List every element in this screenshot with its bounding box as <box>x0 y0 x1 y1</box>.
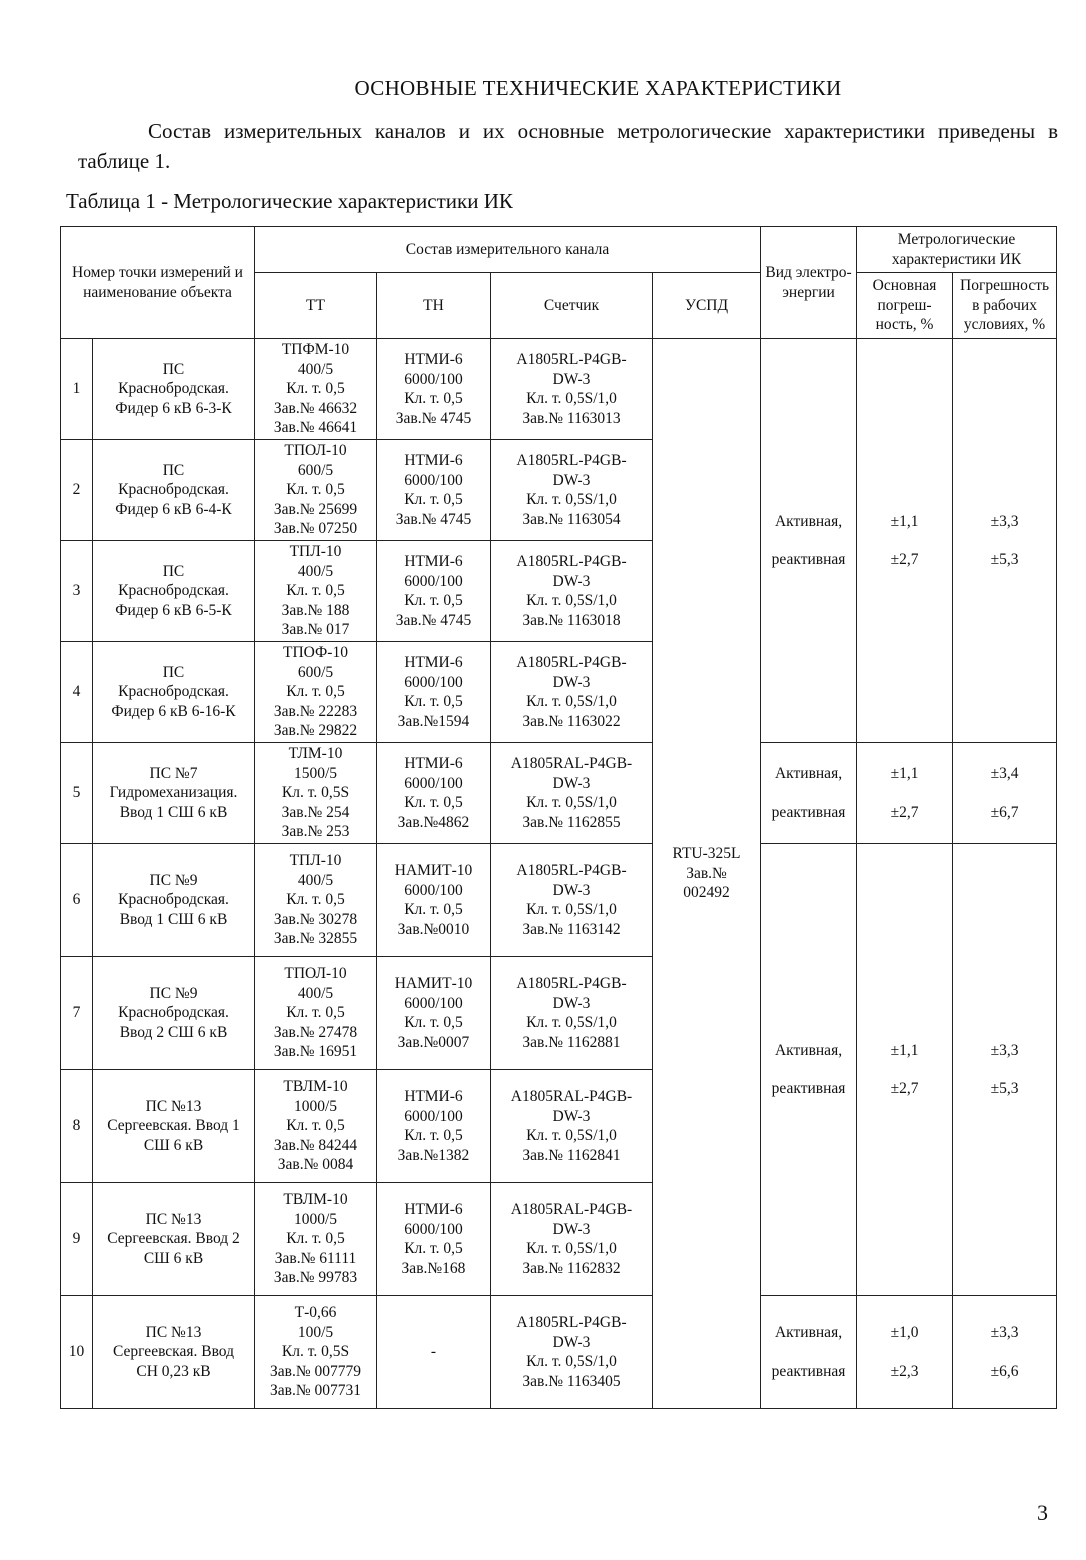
tn-cell <box>377 844 491 957</box>
header-base-error: Основная погреш-ность, % <box>857 273 953 339</box>
tt-cell <box>255 642 377 743</box>
object-name <box>93 339 255 440</box>
object-name-line: ПС №13 <box>145 1210 202 1228</box>
tt-cell-line: ТПЛ-10 <box>289 543 342 561</box>
meter-cell <box>491 1070 653 1183</box>
tn-cell-line: 6000/100 <box>404 881 463 899</box>
base-error-cell <box>857 743 953 844</box>
meter-cell <box>491 1296 653 1409</box>
tt-cell-line: ТПОФ-10 <box>283 644 348 662</box>
meter-cell-line: Зав.№ 1162841 <box>522 1146 621 1164</box>
tn-cell-line: Кл. т. 0,5 <box>404 1240 463 1257</box>
base-error-cell-line: ±1,1 <box>890 765 919 782</box>
meter-cell-line: Кл. т. 0,5S/1,0 <box>526 592 617 609</box>
tn-cell-line: Кл. т. 0,5 <box>404 693 463 710</box>
base-error-cell <box>857 339 953 743</box>
meter-cell-line: А1805RAL-P4GB- <box>510 1088 633 1105</box>
tt-cell-line: Зав.№ 16951 <box>273 1043 358 1061</box>
object-name <box>93 1070 255 1183</box>
tn-cell-line: 6000/100 <box>404 994 463 1012</box>
object-name-line: Краснобродская. <box>118 891 229 909</box>
object-name <box>93 541 255 642</box>
tt-cell-line: Кл. т. 0,5S <box>281 1343 350 1361</box>
table-caption: Таблица 1 - Метрологические характеристики ИК <box>66 189 513 213</box>
tt-cell-line: ТЛМ-10 <box>288 745 343 763</box>
work-error-cell-line: ±6,6 <box>990 1362 1019 1380</box>
base-error-cell <box>857 1296 953 1409</box>
object-name <box>93 844 255 957</box>
uspd-line: Зав.№ <box>686 864 727 882</box>
tt-cell-line: Зав.№ 29822 <box>273 722 358 740</box>
meter-cell-line: Кл. т. 0,5S/1,0 <box>526 901 617 918</box>
meter-cell-line: Зав.№ 1163018 <box>522 611 621 629</box>
object-name <box>93 1183 255 1296</box>
tn-cell-line: 6000/100 <box>404 1220 463 1238</box>
tt-cell-line: 600/5 <box>297 663 334 681</box>
tn-cell-line: Зав.№ 4745 <box>395 611 472 629</box>
energy-type-cell <box>761 1296 857 1409</box>
meter-cell-line: А1805RL-P4GB- <box>516 654 627 671</box>
tn-cell-line: Кл. т. 0,5 <box>404 390 463 407</box>
intro-paragraph: Состав измерительных каналов и их основные метрологические характеристики приведены в таблице 1. <box>78 119 1058 173</box>
tt-cell-line: Кл. т. 0,5 <box>286 582 345 600</box>
row-number: 8 <box>61 1070 93 1183</box>
metrology-table <box>60 226 1057 1409</box>
tn-cell <box>377 440 491 541</box>
meter-cell-line: DW-3 <box>552 572 591 590</box>
meter-cell-line: А1805RL-P4GB- <box>516 351 627 368</box>
meter-cell-line: А1805RAL-P4GB- <box>510 755 633 772</box>
meter-cell-line: DW-3 <box>552 774 591 792</box>
meter-cell <box>491 440 653 541</box>
tt-cell-line: Кл. т. 0,5 <box>286 1117 345 1135</box>
meter-cell-line: А1805RL-P4GB- <box>516 553 627 570</box>
object-name-line: Фидер 6 кВ 6-3-К <box>115 399 232 417</box>
tn-cell-line: Кл. т. 0,5 <box>404 794 463 811</box>
meter-cell-line: Кл. т. 0,5S/1,0 <box>526 693 617 710</box>
energy-type-cell <box>761 844 857 1296</box>
tt-cell-line: Зав.№ 61111 <box>274 1249 357 1267</box>
object-name <box>93 642 255 743</box>
tn-cell-line: НАМИТ-10 <box>394 975 473 992</box>
uspd-cell <box>653 339 761 1409</box>
work-error-cell-line: ±3,4 <box>990 765 1019 782</box>
tt-cell-line: Зав.№ 007731 <box>269 1382 361 1400</box>
row-number: 2 <box>61 440 93 541</box>
object-name-line: Ввод 1 СШ 6 кВ <box>119 910 228 928</box>
object-name-line: ПС №7 <box>149 764 198 782</box>
meter-cell-line: DW-3 <box>552 471 591 489</box>
object-name-line: ПС <box>162 360 185 378</box>
tt-cell-line: ТПОЛ-10 <box>284 442 347 460</box>
object-name <box>93 743 255 844</box>
work-error-cell-line: ±6,7 <box>990 803 1019 821</box>
tn-cell-line: НТМИ-6 <box>404 351 463 368</box>
meter-cell-line: Кл. т. 0,5S/1,0 <box>526 1127 617 1144</box>
object-name-line: Ввод 1 СШ 6 кВ <box>119 803 228 821</box>
energy-type-cell-line: Активная, <box>774 1324 843 1341</box>
header-tt: ТТ <box>255 273 377 339</box>
tt-cell-line: Кл. т. 0,5 <box>286 1230 345 1248</box>
tt-cell-line: Кл. т. 0,5S <box>281 784 350 802</box>
tt-cell-line: ТПОЛ-10 <box>284 965 347 983</box>
object-name-line: ПС №13 <box>145 1097 202 1115</box>
meter-cell <box>491 339 653 440</box>
object-name-line: СШ 6 кВ <box>143 1136 204 1154</box>
tt-cell-line: 600/5 <box>297 461 334 479</box>
base-error-cell-line: ±1,0 <box>890 1324 919 1341</box>
tt-cell-line: Зав.№ 46641 <box>273 419 358 437</box>
tn-cell-line: Кл. т. 0,5 <box>404 1127 463 1144</box>
work-error-cell-line: ±5,3 <box>990 1080 1019 1097</box>
meter-cell-line: А1805RAL-P4GB- <box>510 1201 633 1218</box>
tt-cell-line: 400/5 <box>297 562 334 580</box>
tn-cell-line: 6000/100 <box>404 471 463 489</box>
tt-cell-line: Зав.№ 84244 <box>273 1136 358 1154</box>
object-name-line: ПС <box>162 562 185 580</box>
meter-cell-line: DW-3 <box>552 1333 591 1351</box>
tt-cell-line: Зав.№ 007779 <box>269 1362 361 1380</box>
meter-cell-line: DW-3 <box>552 370 591 388</box>
tt-cell-line: ТПФМ-10 <box>281 341 350 359</box>
object-name-line: ПС №9 <box>149 984 198 1002</box>
meter-cell-line: Кл. т. 0,5S/1,0 <box>526 1014 617 1031</box>
meter-cell-line: Зав.№ 1163405 <box>522 1372 621 1390</box>
object-name-line: ПС №13 <box>145 1323 202 1341</box>
row-number: 7 <box>61 957 93 1070</box>
object-name-line: ПС <box>162 461 185 479</box>
tt-cell-line: ТВЛМ-10 <box>283 1191 348 1209</box>
work-error-cell-line: ±5,3 <box>990 551 1019 568</box>
object-name-line: ПС №9 <box>149 871 198 889</box>
tn-cell-line: 6000/100 <box>404 774 463 792</box>
page-title: ОСНОВНЫЕ ТЕХНИЧЕСКИЕ ХАРАКТЕРИСТИКИ <box>354 76 842 100</box>
tt-cell-line: Зав.№ 99783 <box>273 1269 358 1287</box>
table-row <box>61 844 1057 957</box>
tn-cell-line: Кл. т. 0,5 <box>404 1014 463 1031</box>
uspd-line: 002492 <box>683 884 730 902</box>
meter-cell-line: DW-3 <box>552 1107 591 1125</box>
tn-cell <box>377 957 491 1070</box>
tt-cell-line: Зав.№ 32855 <box>273 930 358 948</box>
base-error-cell-line: ±2,7 <box>890 803 919 821</box>
tn-cell-line: Кл. т. 0,5 <box>404 592 463 609</box>
meter-cell-line: Кл. т. 0,5S/1,0 <box>526 794 617 811</box>
tt-cell-line: Зав.№ 46632 <box>273 399 358 417</box>
tn-cell-line: Зав.№0007 <box>397 1033 470 1051</box>
tn-cell-line: 6000/100 <box>404 572 463 590</box>
meter-cell-line: А1805RL-P4GB- <box>516 975 627 992</box>
object-name-line: Краснобродская. <box>118 683 229 701</box>
tt-cell <box>255 1296 377 1409</box>
tn-cell <box>377 339 491 440</box>
tn-cell <box>377 1070 491 1183</box>
tt-cell-line: Зав.№ 27478 <box>273 1023 358 1041</box>
tn-cell-line: 6000/100 <box>404 1107 463 1125</box>
tt-cell <box>255 541 377 642</box>
header-uspd: УСПД <box>653 273 761 339</box>
uspd-line: RTU-325L <box>672 845 741 863</box>
tt-cell <box>255 339 377 440</box>
energy-type-cell-line: реактивная <box>771 1362 846 1380</box>
tt-cell-line: Зав.№ 30278 <box>273 910 358 928</box>
tn-cell-line: НТМИ-6 <box>404 452 463 469</box>
tn-cell-line: НТМИ-6 <box>404 654 463 671</box>
table-row <box>61 743 1057 844</box>
tt-cell-line: 1500/5 <box>293 764 338 782</box>
tn-cell-line: Кл. т. 0,5 <box>404 491 463 508</box>
table-row <box>61 1296 1057 1409</box>
tn-cell <box>377 743 491 844</box>
header-composition: Состав измерительного канала <box>255 227 761 273</box>
meter-cell <box>491 743 653 844</box>
row-number: 4 <box>61 642 93 743</box>
object-name-line: Фидер 6 кВ 6-4-К <box>115 500 232 518</box>
tn-cell-line: НАМИТ-10 <box>394 862 473 879</box>
meter-cell <box>491 844 653 957</box>
meter-cell-line: Зав.№ 1163142 <box>522 920 621 938</box>
tt-cell-line: Зав.№ 188 <box>281 601 350 619</box>
work-error-cell <box>953 1296 1057 1409</box>
tn-cell-line: Зав.№0010 <box>397 920 470 938</box>
header-tn: ТН <box>377 273 491 339</box>
row-number: 1 <box>61 339 93 440</box>
object-name-line: Сергеевская. Ввод 1 <box>107 1117 240 1135</box>
base-error-cell-line: ±2,3 <box>890 1362 919 1380</box>
tt-cell-line: Кл. т. 0,5 <box>286 891 345 909</box>
meter-cell-line: Кл. т. 0,5S/1,0 <box>526 1240 617 1257</box>
energy-type-cell-line: реактивная <box>771 803 846 821</box>
object-name-line: ПС <box>162 663 185 681</box>
header-work-error: Погрешность в рабочих условиях, % <box>953 273 1057 339</box>
object-name-line: Краснобродская. <box>118 1004 229 1022</box>
tt-cell-line: ТПЛ-10 <box>289 852 342 870</box>
tn-cell <box>377 1296 491 1409</box>
tn-cell-line: НТМИ-6 <box>404 755 463 772</box>
header-metro: Метрологические характеристики ИК <box>857 227 1057 273</box>
row-number: 10 <box>61 1296 93 1409</box>
work-error-cell-line: ±3,3 <box>990 1324 1019 1341</box>
tt-cell <box>255 844 377 957</box>
tt-cell-line: Зав.№ 253 <box>281 823 350 841</box>
tt-cell-line: Зав.№ 07250 <box>273 520 358 538</box>
row-number: 9 <box>61 1183 93 1296</box>
work-error-cell-line: ±3,3 <box>990 1041 1019 1059</box>
meter-cell-line: DW-3 <box>552 881 591 899</box>
tt-cell-line: Кл. т. 0,5 <box>286 380 345 398</box>
tt-cell <box>255 1183 377 1296</box>
tn-cell <box>377 541 491 642</box>
work-error-cell <box>953 844 1057 1296</box>
tt-cell-line: Зав.№ 25699 <box>273 500 358 518</box>
tn-cell-line: Зав.№1594 <box>397 712 470 730</box>
object-name-line: Сергеевская. Ввод 2 <box>107 1230 240 1248</box>
tt-cell <box>255 1070 377 1183</box>
energy-type-cell <box>761 339 857 743</box>
base-error-cell-line: ±2,7 <box>890 1080 919 1097</box>
tn-cell-line: Зав.№168 <box>401 1259 466 1277</box>
base-error-cell-line: ±1,1 <box>890 1041 919 1059</box>
tt-cell-line: Кл. т. 0,5 <box>286 1004 345 1022</box>
tt-cell-line: Кл. т. 0,5 <box>286 481 345 499</box>
meter-cell-line: Зав.№ 1162881 <box>522 1033 621 1051</box>
object-name-line: Фидер 6 кВ 6-16-К <box>111 702 236 720</box>
tn-cell-line: 6000/100 <box>404 370 463 388</box>
meter-cell-line: Зав.№ 1162832 <box>522 1259 621 1277</box>
base-error-cell-line: ±2,7 <box>890 551 919 568</box>
meter-cell-line: DW-3 <box>552 1220 591 1238</box>
tn-cell-line: НТМИ-6 <box>404 1201 463 1218</box>
tn-cell-line: Зав.№4862 <box>397 813 470 831</box>
tt-cell-line: Кл. т. 0,5 <box>286 683 345 701</box>
base-error-cell <box>857 844 953 1296</box>
header-meter: Счетчик <box>491 273 653 339</box>
meter-cell-line: Кл. т. 0,5S/1,0 <box>526 1353 617 1370</box>
object-name <box>93 957 255 1070</box>
meter-cell-line: А1805RL-P4GB- <box>516 452 627 469</box>
energy-type-cell <box>761 743 857 844</box>
tn-cell-line: Зав.№ 4745 <box>395 510 472 528</box>
row-number: 5 <box>61 743 93 844</box>
object-name-line: Ввод 2 СШ 6 кВ <box>119 1023 228 1041</box>
tn-cell-line: НТМИ-6 <box>404 1088 463 1105</box>
energy-type-cell-line: Активная, <box>774 765 843 782</box>
energy-type-cell-line: Активная, <box>774 512 843 530</box>
meter-cell <box>491 1183 653 1296</box>
tt-cell-line: 400/5 <box>297 360 334 378</box>
tt-cell-line: Зав.№ 254 <box>281 803 350 821</box>
meter-cell-line: DW-3 <box>552 994 591 1012</box>
tt-cell-line: Зав.№ 0084 <box>277 1156 354 1174</box>
meter-cell <box>491 541 653 642</box>
row-number: 3 <box>61 541 93 642</box>
object-name-line: Сергеевская. Ввод <box>113 1343 234 1361</box>
tt-cell-line: 400/5 <box>297 871 334 889</box>
meter-cell-line: А1805RL-P4GB- <box>516 862 627 879</box>
tn-cell-line: Зав.№1382 <box>397 1146 470 1164</box>
tn-cell-line: - <box>430 1343 437 1361</box>
header-point: Номер точки измерений и наименование объекта <box>61 227 255 339</box>
object-name <box>93 440 255 541</box>
object-name-line: Краснобродская. <box>118 582 229 600</box>
meter-cell-line: Зав.№ 1162855 <box>522 813 621 831</box>
tt-cell-line: 1000/5 <box>293 1210 338 1228</box>
meter-cell-line: А1805RL-P4GB- <box>516 1314 627 1331</box>
energy-type-cell-line: реактивная <box>771 1080 846 1097</box>
energy-type-cell-line: Активная, <box>774 1041 843 1059</box>
tt-cell-line: Зав.№ 017 <box>281 621 350 639</box>
table-row <box>61 339 1057 440</box>
tn-cell <box>377 1183 491 1296</box>
row-number: 6 <box>61 844 93 957</box>
object-name-line: Фидер 6 кВ 6-5-К <box>115 601 232 619</box>
object-name-line: Краснобродская. <box>118 481 229 499</box>
base-error-cell-line: ±1,1 <box>890 512 919 530</box>
object-name-line: СН 0,23 кВ <box>136 1362 211 1380</box>
meter-cell-line: Зав.№ 1163013 <box>522 409 621 427</box>
work-error-cell <box>953 339 1057 743</box>
tt-cell <box>255 440 377 541</box>
tn-cell-line: 6000/100 <box>404 673 463 691</box>
tt-cell-line: 100/5 <box>297 1323 334 1341</box>
meter-cell-line: Кл. т. 0,5S/1,0 <box>526 390 617 407</box>
tt-cell-line: Т-0,66 <box>294 1304 337 1322</box>
object-name <box>93 1296 255 1409</box>
meter-cell <box>491 957 653 1070</box>
tt-cell-line: Зав.№ 22283 <box>273 702 358 720</box>
meter-cell-line: DW-3 <box>552 673 591 691</box>
tt-cell-line: 1000/5 <box>293 1097 338 1115</box>
object-name-line: Краснобродская. <box>118 380 229 398</box>
meter-cell <box>491 642 653 743</box>
object-name-line: СШ 6 кВ <box>143 1249 204 1267</box>
page-number: 3 <box>1037 1500 1048 1525</box>
work-error-cell <box>953 743 1057 844</box>
tn-cell-line: Кл. т. 0,5 <box>404 901 463 918</box>
meter-cell-line: Кл. т. 0,5S/1,0 <box>526 491 617 508</box>
header-energy: Вид электро-энергии <box>761 227 857 339</box>
tn-cell-line: НТМИ-6 <box>404 553 463 570</box>
meter-cell-line: Зав.№ 1163054 <box>522 510 621 528</box>
tt-cell-line: 400/5 <box>297 984 334 1002</box>
object-name-line: Гидромеханизация. <box>109 784 238 802</box>
tt-cell-line: ТВЛМ-10 <box>283 1078 348 1096</box>
work-error-cell-line: ±3,3 <box>990 512 1019 530</box>
tt-cell <box>255 743 377 844</box>
tt-cell <box>255 957 377 1070</box>
tn-cell <box>377 642 491 743</box>
energy-type-cell-line: реактивная <box>771 551 846 568</box>
tn-cell-line: Зав.№ 4745 <box>395 409 472 427</box>
meter-cell-line: Зав.№ 1163022 <box>522 712 621 730</box>
